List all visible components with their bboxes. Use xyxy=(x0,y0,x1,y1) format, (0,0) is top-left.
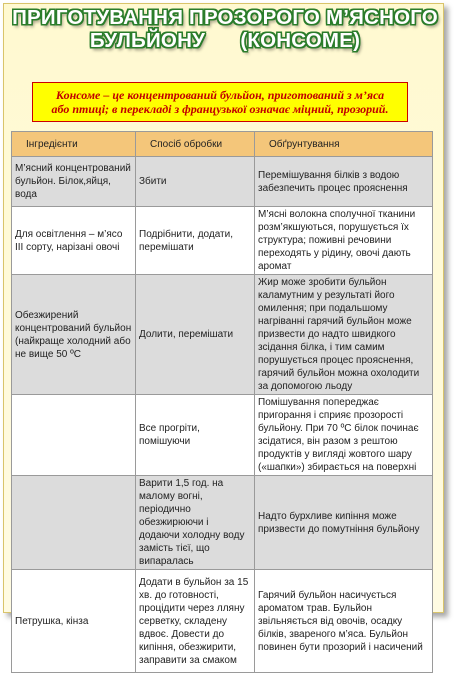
reason-cell: Помішування попереджає пригорання і сприяє прозорості бульйону. При 70 ºС білок починає зсідатися, він разом з рештою продуктів у вигляді жовтого шару («шапки») збирається на поверхні xyxy=(255,395,433,476)
definition-line-2: або птиці; в перекладі з французької означає міцний, прозорий. xyxy=(51,102,389,116)
header-ingredients: Інгредієнти xyxy=(12,132,136,157)
table-row xyxy=(12,275,433,395)
reason-cell: Жир може зробити бульйон каламутним у результаті його омилення; при подальшому нагріванні гарячий бульйон може призвести до надто швидкого зсідання білка, і тим самим порушується процес прояснення, гарячий бульйон можна охолодити за допомогою льоду xyxy=(255,275,433,395)
reason-cell: Надто бурхливе кипіння може призвести до помутніння бульйону xyxy=(255,476,433,570)
recipe-table xyxy=(11,131,433,673)
reason-cell: М’ясні волокна сполучної тканини розм’якшуються, порушується їх структура; поживні речовини переходять у рідину, овочі дають аромат xyxy=(255,207,433,275)
table-row xyxy=(12,207,433,275)
table-row xyxy=(12,570,433,673)
method-cell: Збити xyxy=(136,157,255,207)
table-row xyxy=(12,395,433,476)
ingredient-cell xyxy=(12,476,136,570)
title-line-1: ПРИГОТУВАННЯ ПРОЗОРОГО М’ЯСНОГО xyxy=(12,6,438,29)
slide-title xyxy=(10,6,440,52)
header-method: Спосіб обробки xyxy=(136,132,255,157)
ingredient-cell: Петрушка, кінза xyxy=(12,570,136,673)
method-cell: Все прогріти, помішуючи xyxy=(136,395,255,476)
reason-cell: Гарячий бульйон насичується ароматом трав. Бульйон звільняється від овочів, осадку білків, звареного м’яса. Бульйон повинен бути прозорий і насичений xyxy=(255,570,433,673)
header-reason: Обґрунтування xyxy=(255,132,433,157)
ingredient-cell: Обезжирений концентрований бульйон (найкраще холодний або не вище 50 ºС xyxy=(12,275,136,395)
method-cell: Додати в бульйон за 15 хв. до готовності, процідити через лляну серветку, складену вдвоє. Довести до кипіння, обезжирити, заправити за смаком xyxy=(136,570,255,673)
table-row xyxy=(12,476,433,570)
definition-line-1: Консоме – це концентрований бульйон, приготований з м’яса xyxy=(55,88,385,102)
table-header-row xyxy=(12,132,433,157)
definition-box xyxy=(32,82,408,122)
method-cell: Подрібнити, додати, перемішати xyxy=(136,207,255,275)
ingredient-cell xyxy=(12,395,136,476)
ingredient-cell: Для освітлення – м’ясо ІІІ сорту, нарізані овочі xyxy=(12,207,136,275)
title-line-2: БУЛЬЙОНУ (КОНСОМЕ) xyxy=(89,29,361,52)
reason-cell: Перемішування білків з водою забезпечить процес прояснення xyxy=(255,157,433,207)
method-cell: Варити 1,5 год. на малому вогні, періодично обезжирюючи і додаючи холодну воду замість тієї, що випаралась xyxy=(136,476,255,570)
table-row xyxy=(12,157,433,207)
ingredient-cell: М’ясний концентрований бульйон. Білок,яйця, вода xyxy=(12,157,136,207)
method-cell: Долити, перемішати xyxy=(136,275,255,395)
